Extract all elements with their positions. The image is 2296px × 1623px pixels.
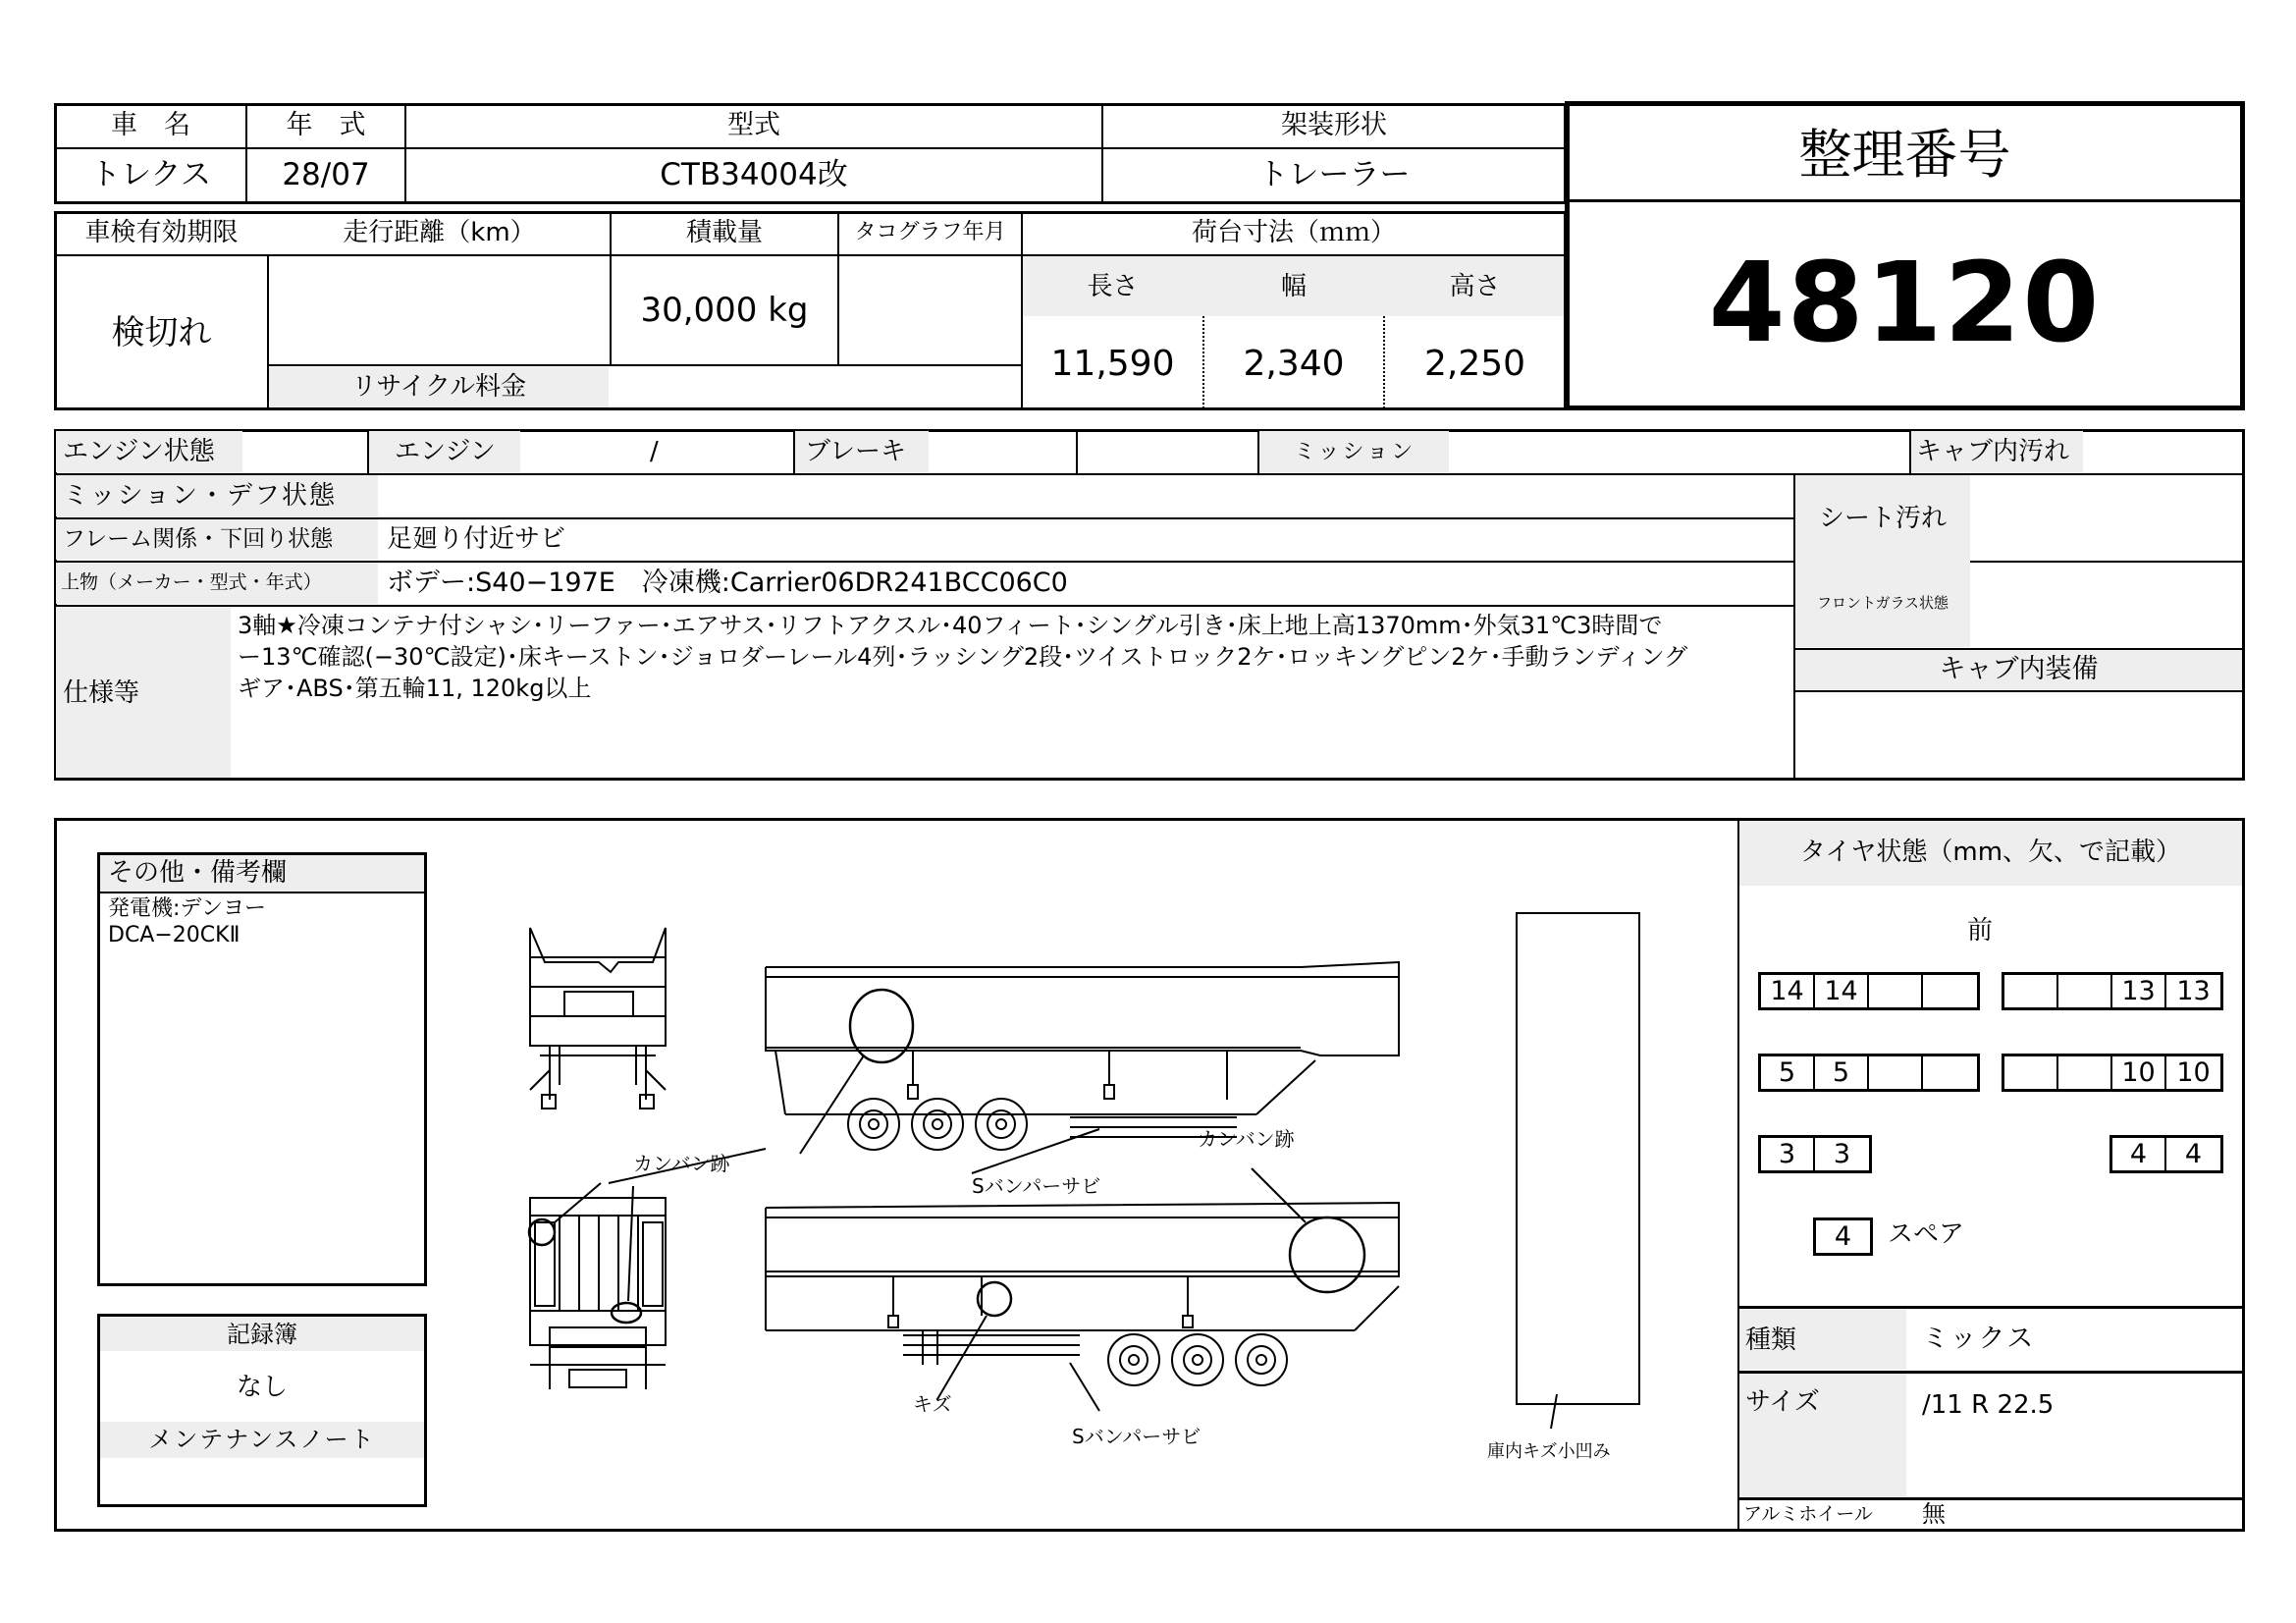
tire-depth-cell: 3 (1761, 1138, 1815, 1170)
damage-circle (612, 1303, 641, 1323)
callout-bumper-top: Sバンパーサビ (972, 1174, 1101, 1198)
mission-label: ミッション (1294, 440, 1416, 464)
year-label: 年 式 (286, 110, 366, 140)
callout-kanban-left: カンバン跡 (633, 1152, 730, 1175)
spec-line: 3軸★冷凍コンテナ付シャシ･リーファー･エアサス･リフトアクスル･40フィート･シングル引き･床上地上高1370mm･外気31℃3時間で (238, 612, 1663, 639)
management-number-label: 整理番号 (1798, 124, 2011, 186)
tire-cell-group (2109, 1135, 2223, 1173)
management-number: 48120 (1708, 240, 2102, 367)
width-label: 幅 (1280, 272, 1307, 301)
aluminum-wheel-label: アルミホイール (1743, 1503, 1873, 1525)
tire-kind-label: 種類 (1745, 1325, 1797, 1355)
records-label: 記録簿 (227, 1321, 297, 1348)
tire-size: /11 R 22.5 (1922, 1390, 2055, 1420)
recycle-label: リサイクル料金 (350, 372, 527, 402)
tire-depth-cell: 10 (2176, 1057, 2211, 1088)
engine-state-label: エンジン状態 (63, 437, 215, 466)
tire-cell-group (2002, 972, 2223, 1010)
body-type: トレーラー (1257, 157, 1411, 192)
spec-line: ギア･ABS･第五輪11, 120kg以上 (238, 675, 592, 702)
remarks-line: DCA−20CKⅡ (108, 923, 240, 947)
frame-label: フレーム関係・下回り状態 (63, 526, 334, 552)
mission-diff-label: ミッション・デフ状態 (63, 481, 337, 511)
divider (97, 892, 427, 893)
vehicle-name: トレクス (89, 157, 212, 192)
callout-bumper-bottom: Sバンパーサビ (1072, 1425, 1201, 1448)
tire-depth-cell (2004, 975, 2058, 1007)
damage-circle (978, 1282, 1011, 1316)
payload-value: 30,000 kg (640, 291, 809, 330)
upper-label: 上物（メーカー・型式・年式） (61, 571, 322, 593)
callout-kanban-right: カンバン跡 (1198, 1127, 1295, 1151)
records-value: なし (236, 1373, 288, 1402)
vehicle-name-label: 車 名 (111, 110, 190, 140)
tire-cell-group (1758, 1135, 1872, 1173)
tire-cell-group (1758, 972, 1980, 1010)
tire-depth-cell: 4 (2112, 1138, 2166, 1170)
tire-depth-cell: 3 (1833, 1139, 1851, 1169)
spare-tire-cell: 4 (1834, 1221, 1852, 1252)
tire-depth-cell (2058, 1056, 2112, 1089)
cab-dirt-label: キャブ内汚れ (1916, 437, 2070, 466)
body-type-label: 架装形状 (1281, 110, 1387, 140)
divider (54, 147, 1567, 149)
divider (267, 364, 1021, 366)
remarks-label: その他・備考欄 (108, 858, 288, 888)
tire-cell-group (1813, 1217, 1873, 1256)
engine-slash: / (650, 437, 659, 466)
model-label: 型式 (727, 110, 780, 140)
remarks-line: 発電機:デンヨー (108, 896, 266, 921)
spare-label: スペア (1888, 1219, 1965, 1249)
damage-circle (1290, 1217, 1364, 1292)
records-note: メンテナンスノート (148, 1426, 376, 1453)
label-shade (1795, 475, 1970, 647)
tire-size-label: サイズ (1745, 1387, 1820, 1417)
payload-label: 積載量 (685, 218, 763, 247)
bed-size-label: 荷台寸法（ｍｍ） (1191, 218, 1396, 247)
cab-equip-label: キャブ内装備 (1939, 654, 2099, 684)
tire-front-label: 前 (1967, 916, 1994, 946)
length-value: 11,590 (1050, 344, 1175, 384)
tire-depth-cell (1923, 1056, 1977, 1089)
tire-cell-group (1758, 1054, 1980, 1092)
tire-cell-group (2002, 1054, 2223, 1092)
width-value: 2,340 (1243, 344, 1345, 384)
spec-label: 仕様等 (63, 678, 140, 708)
upper-value: ボデー:S40−197E 冷凍機:Carrier06DR241BCC06C0 (387, 568, 1068, 598)
tire-depth-cell: 10 (2112, 1056, 2166, 1089)
spec-line: ー13℃確認(−30℃設定)･床キーストン･ジョロダーレール4列･ラッシング2段･ツイストロック2ケ･ロッキングピン2ケ･手動ランディング (238, 643, 1688, 671)
trailer-rear-view (530, 1198, 666, 1389)
divider (1793, 690, 2245, 692)
tire-depth-cell: 14 (1761, 975, 1815, 1007)
tire-depth-cell (1869, 1056, 1923, 1089)
callout-floor: 庫内キズ小凹み (1487, 1441, 1611, 1462)
tire-depth-cell (2058, 975, 2112, 1007)
frame-value: 足廻り付近サビ (387, 524, 566, 554)
tire-depth-cell (2004, 1056, 2058, 1089)
inspection-value: 検切れ (111, 313, 212, 352)
trailer-front-view (530, 928, 666, 1109)
aluminum-wheel: 無 (1922, 1500, 1946, 1528)
divider (54, 605, 1793, 607)
inspection-label: 車検有効期限 (84, 218, 239, 247)
tire-title: タイヤ状態（mm、欠、で記載） (1799, 838, 2182, 867)
year: 28/07 (282, 157, 370, 192)
tire-depth-cell: 5 (1761, 1056, 1815, 1089)
seat-dirt-label: シート汚れ (1818, 504, 1947, 533)
height-label: 高さ (1449, 272, 1501, 301)
brake-label: ブレーキ (805, 437, 906, 466)
length-label: 長さ (1087, 272, 1139, 301)
tire-depth-cell (1869, 975, 1923, 1007)
mileage-label: 走行距離（km） (343, 218, 536, 247)
divider (1737, 1497, 2245, 1500)
trailer-side-view-top (766, 962, 1399, 1150)
windshield-label: フロントガラス状態 (1816, 594, 1949, 612)
tire-depth-cell: 4 (2184, 1139, 2203, 1169)
divider (1076, 429, 1078, 473)
tire-depth-cell: 5 (1815, 1056, 1869, 1089)
tire-depth-cell (1923, 975, 1977, 1007)
floor-panel (1517, 913, 1639, 1404)
tire-depth-cell: 13 (2176, 976, 2211, 1006)
callout-scratch: キズ (913, 1392, 952, 1416)
model: CTB34004改 (660, 157, 848, 192)
divider (1565, 199, 2245, 202)
tire-depth-cell: 13 (2112, 975, 2166, 1007)
engine-label: エンジン (395, 437, 496, 466)
tire-kind: ミックス (1922, 1324, 2036, 1354)
tire-depth-cell: 14 (1815, 975, 1869, 1007)
trailer-side-view-bottom (766, 1203, 1399, 1385)
height-value: 2,250 (1423, 344, 1526, 384)
tacho-label: タコグラフ年月 (854, 220, 1006, 244)
